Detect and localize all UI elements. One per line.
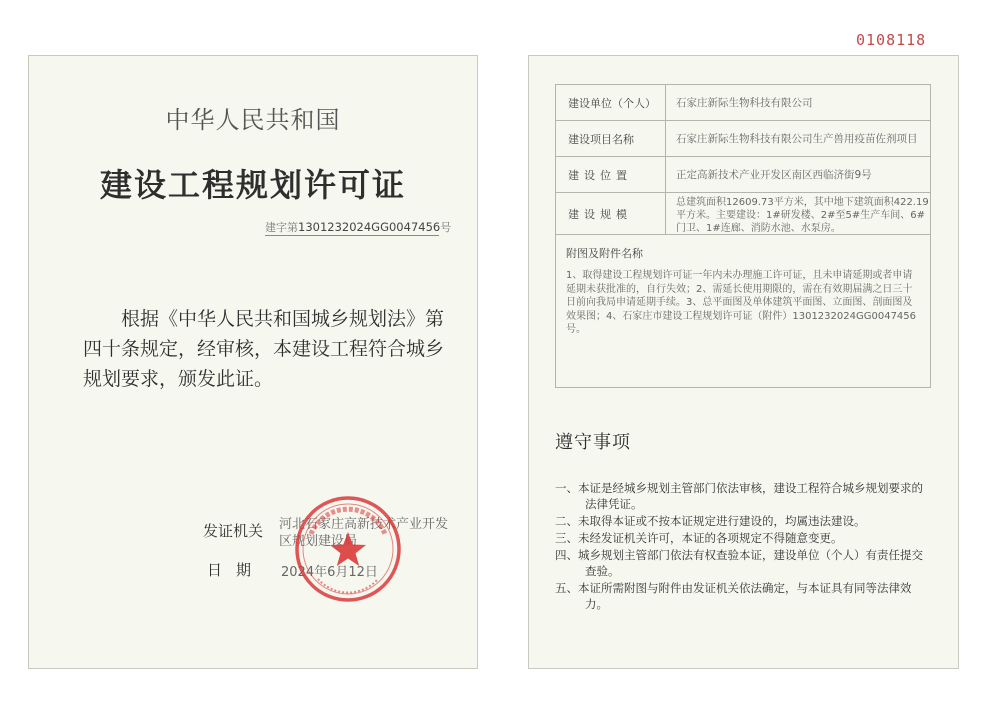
row-value: 石家庄新际生物科技有限公司 <box>676 97 813 109</box>
date-label: 日期 <box>207 561 266 579</box>
row-value: 总建筑面积12609.73平方米，其中地下建筑面积422.19平方米。主要建设：1#研发楼、2#至5#生产车间、6#门卫、1#连廊、消防水池、水泵房。 <box>676 197 929 234</box>
project-info-table <box>555 84 931 388</box>
row-label: 建设项目名称 <box>556 121 666 156</box>
attachments-section <box>556 235 930 387</box>
certificate-front-page <box>28 55 478 669</box>
certificate-body-text: 根据《中华人民共和国城乡规划法》第四十条规定，经审核，本建设工程符合城乡规划要求，颁发此证。 <box>83 308 445 390</box>
permit-number: 1301232024GG0047456 <box>298 220 441 234</box>
compliance-title: 遵守事项 <box>555 432 631 453</box>
row-label: 建设规模 <box>556 193 666 234</box>
row-label: 建设单位（个人） <box>556 85 666 120</box>
list-item: 五、本证所需附图与附件由发证机关依法确定，与本证具有同等法律效力。 <box>555 581 912 611</box>
table-row <box>556 121 930 157</box>
certificate-body <box>83 304 451 394</box>
permit-suffix: 号 <box>440 221 452 234</box>
attachments-text: 1、取得建设工程规划许可证一年内未办理施工许可证，且未申请延期或者申请延期未获批准的，自行失效；2、需延长使用期限的，需在有效期届满之日三十日前向我局申请延期手续。3、总平面图及单体建筑平面图、立面图、剖面图及效果图；4、石家庄市建设工程规划许可证（附件）1301232024GG0047456号。 <box>566 270 917 335</box>
row-value: 石家庄新际生物科技有限公司生产兽用疫苗佐剂项目 <box>676 133 918 145</box>
table-row <box>556 157 930 193</box>
row-label: 建设位置 <box>556 157 666 192</box>
list-item: 三、未经发证机关许可，本证的各项规定不得随意变更。 <box>555 531 843 545</box>
table-row <box>556 85 930 121</box>
table-row <box>556 193 930 235</box>
permit-number-line <box>265 219 452 236</box>
serial-number: 0108118 <box>856 31 927 49</box>
attachments-title: 附图及附件名称 <box>566 247 643 260</box>
list-item: 四、城乡规划主管部门依法有权查验本证，建设单位（个人）有责任提交查验。 <box>555 548 923 578</box>
list-item: 一、本证是经城乡规划主管部门依法审核，建设工程符合城乡规划要求的法律凭证。 <box>555 481 923 511</box>
permit-prefix: 建字第 <box>265 221 298 234</box>
list-item: 二、未取得本证或不按本证规定进行建设的，均属违法建设。 <box>555 514 866 528</box>
compliance-rules <box>555 480 933 613</box>
certificate-back-page <box>528 55 959 669</box>
issuer-name: 河北石家庄高新技术产业开发区规划建设局 <box>279 517 449 549</box>
certificate-title: 建设工程规划许可证 <box>99 166 406 204</box>
issue-date: 2024年6月12日 <box>281 565 378 580</box>
row-value: 正定高新技术产业开发区南区西临济街9号 <box>676 169 872 181</box>
country-heading: 中华人民共和国 <box>165 106 341 134</box>
official-seal-icon <box>293 494 403 604</box>
issuer-label: 发证机关 <box>203 522 264 540</box>
